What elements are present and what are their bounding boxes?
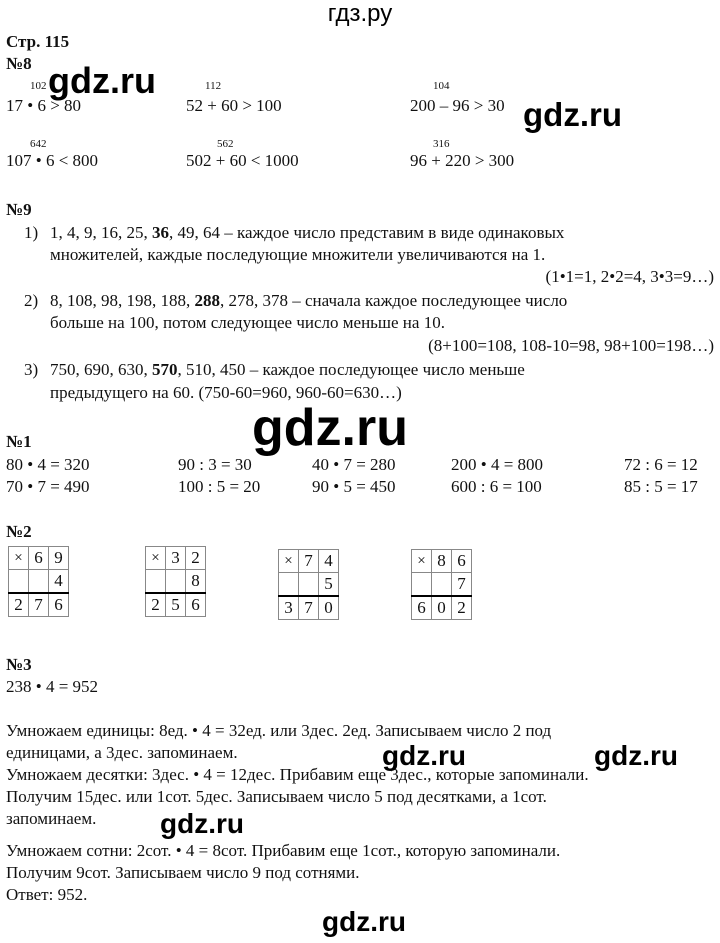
watermark-5: gdz.ru bbox=[594, 740, 678, 771]
task-1-title: №1 bbox=[6, 432, 32, 451]
site-header: гдз.ру bbox=[327, 0, 393, 27]
grid-cell: 4 bbox=[49, 570, 69, 594]
grid-cell: 5 bbox=[319, 573, 339, 597]
grid-cell: 7 bbox=[299, 550, 319, 573]
grid-cell: 9 bbox=[49, 547, 69, 570]
task-3-line-8: Ответ: 952. bbox=[6, 885, 88, 904]
task-8-hint-6: 316 bbox=[433, 138, 450, 150]
task-1-r2-c3: 90 • 5 = 450 bbox=[312, 477, 396, 496]
multiplication-grid-2 bbox=[145, 546, 206, 617]
grid-cell: 2 bbox=[146, 593, 166, 617]
grid-cell: 6 bbox=[452, 550, 472, 573]
task-9-p3-line1: 750, 690, 630, 570, 510, 450 – каждое последующее число меньше bbox=[50, 360, 525, 379]
task-9-p2-number: 2) bbox=[24, 291, 39, 310]
task-9-title: №9 bbox=[6, 200, 32, 219]
task-9-p1-number: 1) bbox=[24, 223, 39, 242]
task-3-line-5: запоминаем. bbox=[6, 809, 97, 828]
grid-cell: 6 bbox=[186, 593, 206, 617]
task-3-line-4: Получим 15дес. или 1сот. 5дес. Записываем число 5 под десятками, а 1сот. bbox=[6, 787, 547, 806]
task-3-line-2: единицами, а 3дес. запоминаем. bbox=[6, 743, 238, 762]
grid-cell: 6 bbox=[412, 596, 432, 620]
grid-cell: 2 bbox=[9, 593, 29, 617]
task-8-expr-1: 17 • 6 > 80 bbox=[6, 96, 82, 115]
task-8-hint-2: 112 bbox=[205, 80, 222, 92]
task-1-r2-c4: 600 : 6 = 100 bbox=[451, 477, 542, 496]
task-8-expr-4: 107 • 6 < 800 bbox=[6, 151, 99, 170]
task-1-r2-c1: 70 • 7 = 490 bbox=[6, 477, 90, 496]
task-8-expr-6: 96 + 220 > 300 bbox=[410, 151, 515, 170]
grid-cell: 6 bbox=[29, 547, 49, 570]
task-9-p2-example: (8+100=108, 108-10=98, 98+100=198…) bbox=[428, 336, 714, 355]
watermark-6: gdz.ru bbox=[160, 808, 244, 839]
grid-cell: 5 bbox=[166, 593, 186, 617]
watermark-1: gdz.ru bbox=[48, 60, 156, 101]
task-3-line-3: Умножаем десятки: 3дес. • 4 = 12дес. Прибавим еще 3дес., которые запоминали. bbox=[6, 765, 589, 784]
task-8-hint-1: 102 bbox=[30, 80, 47, 92]
grid-cell: 4 bbox=[319, 550, 339, 573]
times-sign: × bbox=[412, 550, 432, 573]
task-8-hint-4: 642 bbox=[30, 138, 47, 150]
task-9-p1-line2: множителей, каждые последующие множители увеличиваются на 1. bbox=[50, 245, 546, 264]
task-3-title: №3 bbox=[6, 655, 32, 674]
task-2-title: №2 bbox=[6, 522, 32, 541]
task-1-r2-c2: 100 : 5 = 20 bbox=[178, 477, 261, 496]
task-3-line-1: Умножаем единицы: 8ед. • 4 = 32ед. или 3дес. 2ед. Записываем число 2 под bbox=[6, 721, 552, 740]
grid-cell: 8 bbox=[186, 570, 206, 594]
watermark-4: gdz.ru bbox=[382, 740, 466, 771]
grid-cell: 7 bbox=[452, 573, 472, 597]
page-reference: Стр. 115 bbox=[6, 32, 70, 51]
multiplication-grid-1 bbox=[8, 546, 69, 617]
task-3-expression: 238 • 4 = 952 bbox=[6, 677, 99, 696]
task-1-r1-c5: 72 : 6 = 12 bbox=[624, 455, 698, 474]
times-sign: × bbox=[146, 547, 166, 570]
task-9-p1-example: (1•1=1, 2•2=4, 3•3=9…) bbox=[545, 267, 714, 286]
task-8-expr-5: 502 + 60 < 1000 bbox=[186, 151, 299, 170]
task-8-hint-3: 104 bbox=[433, 80, 450, 92]
task-9-p2-line2: больше на 100, потом следующее число меньше на 10. bbox=[50, 313, 445, 332]
task-3-line-6: Умножаем сотни: 2сот. • 4 = 8сот. Прибавим еще 1сот., которую запоминали. bbox=[6, 841, 561, 860]
task-1-r1-c4: 200 • 4 = 800 bbox=[451, 455, 544, 474]
task-1-r1-c3: 40 • 7 = 280 bbox=[312, 455, 396, 474]
times-sign: × bbox=[279, 550, 299, 573]
task-1-r1-c2: 90 : 3 = 30 bbox=[178, 455, 252, 474]
task-8-title: №8 bbox=[6, 54, 32, 73]
grid-cell: 8 bbox=[432, 550, 452, 573]
times-sign: × bbox=[9, 547, 29, 570]
grid-cell: 7 bbox=[299, 596, 319, 620]
task-9-p1-line1: 1, 4, 9, 16, 25, 36, 49, 64 – каждое число представим в виде одинаковых bbox=[50, 223, 565, 242]
task-8-hint-5: 562 bbox=[217, 138, 234, 150]
task-9-p2-line1: 8, 108, 98, 198, 188, 288, 278, 378 – сначала каждое последующее число bbox=[50, 291, 568, 310]
watermark-7: gdz.ru bbox=[322, 906, 406, 937]
task-8-expr-2: 52 + 60 > 100 bbox=[186, 96, 282, 115]
grid-cell: 6 bbox=[49, 593, 69, 617]
grid-cell: 2 bbox=[186, 547, 206, 570]
task-9-p3-number: 3) bbox=[24, 360, 39, 379]
task-1-r1-c1: 80 • 4 = 320 bbox=[6, 455, 90, 474]
grid-cell: 3 bbox=[279, 596, 299, 620]
grid-cell: 3 bbox=[166, 547, 186, 570]
watermark-2: gdz.ru bbox=[523, 96, 622, 133]
grid-cell: 7 bbox=[29, 593, 49, 617]
multiplication-grid-4 bbox=[411, 549, 472, 620]
grid-cell: 0 bbox=[319, 596, 339, 620]
task-8-expr-3: 200 – 96 > 30 bbox=[410, 96, 505, 115]
task-1-r2-c5: 85 : 5 = 17 bbox=[624, 477, 698, 496]
watermark-3: gdz.ru bbox=[252, 399, 408, 457]
grid-cell: 0 bbox=[432, 596, 452, 620]
grid-cell: 2 bbox=[452, 596, 472, 620]
task-9-p3-line2: предыдущего на 60. (750-60=960, 960-60=630…) bbox=[50, 383, 402, 402]
task-3-line-7: Получим 9сот. Записываем число 9 под сотнями. bbox=[6, 863, 360, 882]
multiplication-grid-3 bbox=[278, 549, 339, 620]
